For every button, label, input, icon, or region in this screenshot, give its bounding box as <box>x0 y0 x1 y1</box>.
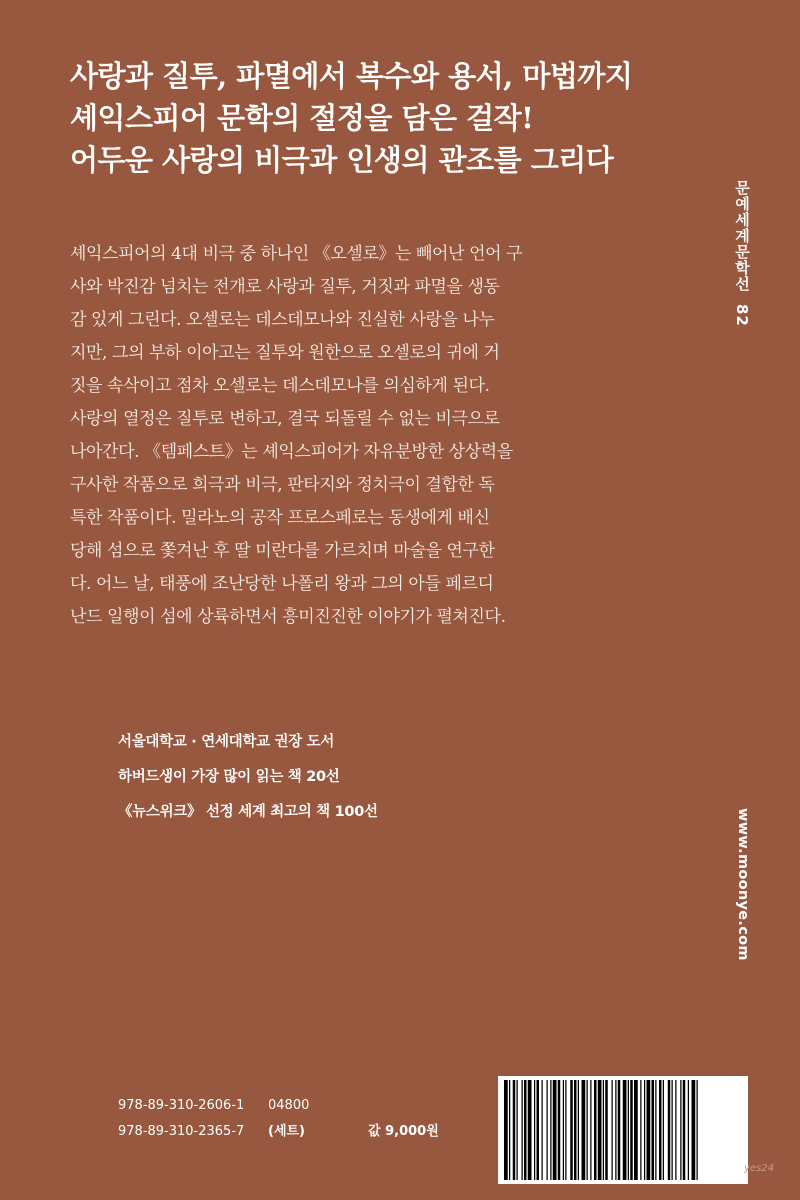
barcode-bar <box>683 1080 686 1180</box>
barcode-bar <box>605 1080 608 1180</box>
barcode-bar <box>672 1080 673 1180</box>
isbn-line-1 <box>118 1093 439 1119</box>
barcode-bar <box>565 1080 566 1180</box>
series-label <box>732 180 753 327</box>
synopsis-line: 특한 작품이다. 밀라노의 공작 프로스페로는 동생에게 배신 <box>70 508 490 528</box>
barcode-bar <box>542 1080 543 1180</box>
barcode-bar <box>522 1080 523 1180</box>
barcode-bar <box>590 1080 591 1180</box>
barcode-bar <box>603 1080 604 1180</box>
barcode-bars <box>504 1080 742 1180</box>
series-name: 문예세계문학선 <box>733 180 751 292</box>
synopsis-line: 당해 섬으로 쫓겨난 후 딸 미란다를 가르치며 마술을 연구한 <box>70 541 495 561</box>
barcode-bar <box>634 1080 638 1180</box>
barcode-bar <box>640 1080 641 1180</box>
barcode-bar <box>692 1080 696 1180</box>
synopsis-line: 다. 어느 날, 태풍에 조난당한 나폴리 왕과 그의 아들 페르디 <box>70 574 494 594</box>
synopsis-line: 사와 박진감 넘치는 전개로 사랑과 질투, 거짓과 파멸을 생동 <box>70 277 500 297</box>
synopsis-line: 난드 일행이 섬에 상륙하면서 흥미진진한 이야기가 펼쳐진다. <box>70 607 506 627</box>
barcode-bar <box>659 1080 662 1180</box>
barcode-bar <box>578 1080 579 1180</box>
barcode-bar <box>574 1080 577 1180</box>
isbn-line-2 <box>118 1119 439 1145</box>
synopsis-line: 사랑의 열정은 질투로 변하고, 결국 되돌릴 수 없는 비극으로 <box>70 409 500 429</box>
synopsis-line: 짓을 속삭이고 점차 오셀로는 데스데모나를 의심하게 된다. <box>70 376 490 396</box>
barcode-bar <box>582 1080 586 1180</box>
barcode-bar <box>513 1080 516 1180</box>
synopsis <box>70 238 645 634</box>
barcode-bar <box>680 1080 681 1180</box>
barcode-bar <box>534 1080 535 1180</box>
synopsis-line: 나아간다. 《템페스트》는 셰익스피어가 자유분방한 상상력을 <box>70 442 513 462</box>
barcode-bar <box>630 1080 633 1180</box>
headline-line-3: 어두운 사랑의 비극과 인생의 관조를 그리다 <box>70 143 614 177</box>
barcode-bar <box>618 1080 621 1180</box>
barcode-bar <box>504 1080 508 1180</box>
synopsis-line: 감 있게 그린다. 오셀로는 데스데모나와 진실한 사랑을 나누 <box>70 310 495 330</box>
barcode-bar <box>570 1080 573 1180</box>
watermark: yes24 <box>744 1163 775 1174</box>
barcode-bar <box>697 1080 698 1180</box>
barcode-bar <box>587 1080 588 1180</box>
barcode-bar <box>663 1080 664 1180</box>
barcode-bar <box>628 1080 629 1180</box>
isbn-suffix: 04800 <box>268 1098 310 1113</box>
synopsis-line: 셰익스피어의 4대 비극 중 하나인 《오셀로》는 빼어난 언어 구 <box>70 244 523 264</box>
headline <box>70 55 750 181</box>
barcode-bar <box>647 1080 651 1180</box>
headline-line-2: 셰익스피어 문학의 절정을 담은 걸작! <box>70 101 534 135</box>
barcode-bar <box>652 1080 655 1180</box>
synopsis-line: 지만, 그의 부하 이아고는 질투와 원한으로 오셀로의 귀에 거 <box>70 343 500 363</box>
barcode-bar <box>550 1080 551 1180</box>
barcode-bar <box>547 1080 548 1180</box>
isbn-block <box>118 1093 439 1145</box>
barcode-bar <box>598 1080 602 1180</box>
barcode-bar <box>612 1080 613 1180</box>
isbn-code: 978-89-310-2606-1 <box>118 1098 245 1113</box>
barcode <box>498 1076 748 1184</box>
barcode-bar <box>655 1080 656 1180</box>
isbn-set-label: (세트) <box>268 1124 305 1139</box>
recommendations <box>118 725 378 830</box>
barcode-bar <box>623 1080 627 1180</box>
price: 값 9,000원 <box>368 1124 439 1139</box>
barcode-bar <box>615 1080 616 1180</box>
barcode-bar <box>668 1080 671 1180</box>
barcode-bar <box>517 1080 518 1180</box>
barcode-bar <box>558 1080 561 1180</box>
synopsis-line: 구사한 작품으로 희극과 비극, 판타지와 정치극이 결합한 독 <box>70 475 495 495</box>
barcode-bar <box>553 1080 557 1180</box>
series-number: 82 <box>733 304 751 327</box>
publisher-url: www.moonye.com <box>735 808 751 961</box>
barcode-bar <box>688 1080 689 1180</box>
barcode-bar <box>509 1080 510 1180</box>
recommendation-item: 《뉴스위크》 선정 세계 최고의 책 100선 <box>118 804 378 820</box>
barcode-bar <box>594 1080 597 1180</box>
barcode-bar <box>528 1080 532 1180</box>
recommendation-item: 하버드생이 가장 많이 읽는 책 20선 <box>118 769 340 785</box>
barcode-bar <box>563 1080 564 1180</box>
barcode-bar <box>675 1080 676 1180</box>
barcode-bar <box>644 1080 645 1180</box>
barcode-bar <box>537 1080 540 1180</box>
isbn-set-code: 978-89-310-2365-7 <box>118 1124 245 1139</box>
barcode-bar <box>524 1080 527 1180</box>
recommendation-item: 서울대학교 · 연세대학교 권장 도서 <box>118 734 335 750</box>
headline-line-1: 사랑과 질투, 파멸에서 복수와 용서, 마법까지 <box>70 59 633 93</box>
